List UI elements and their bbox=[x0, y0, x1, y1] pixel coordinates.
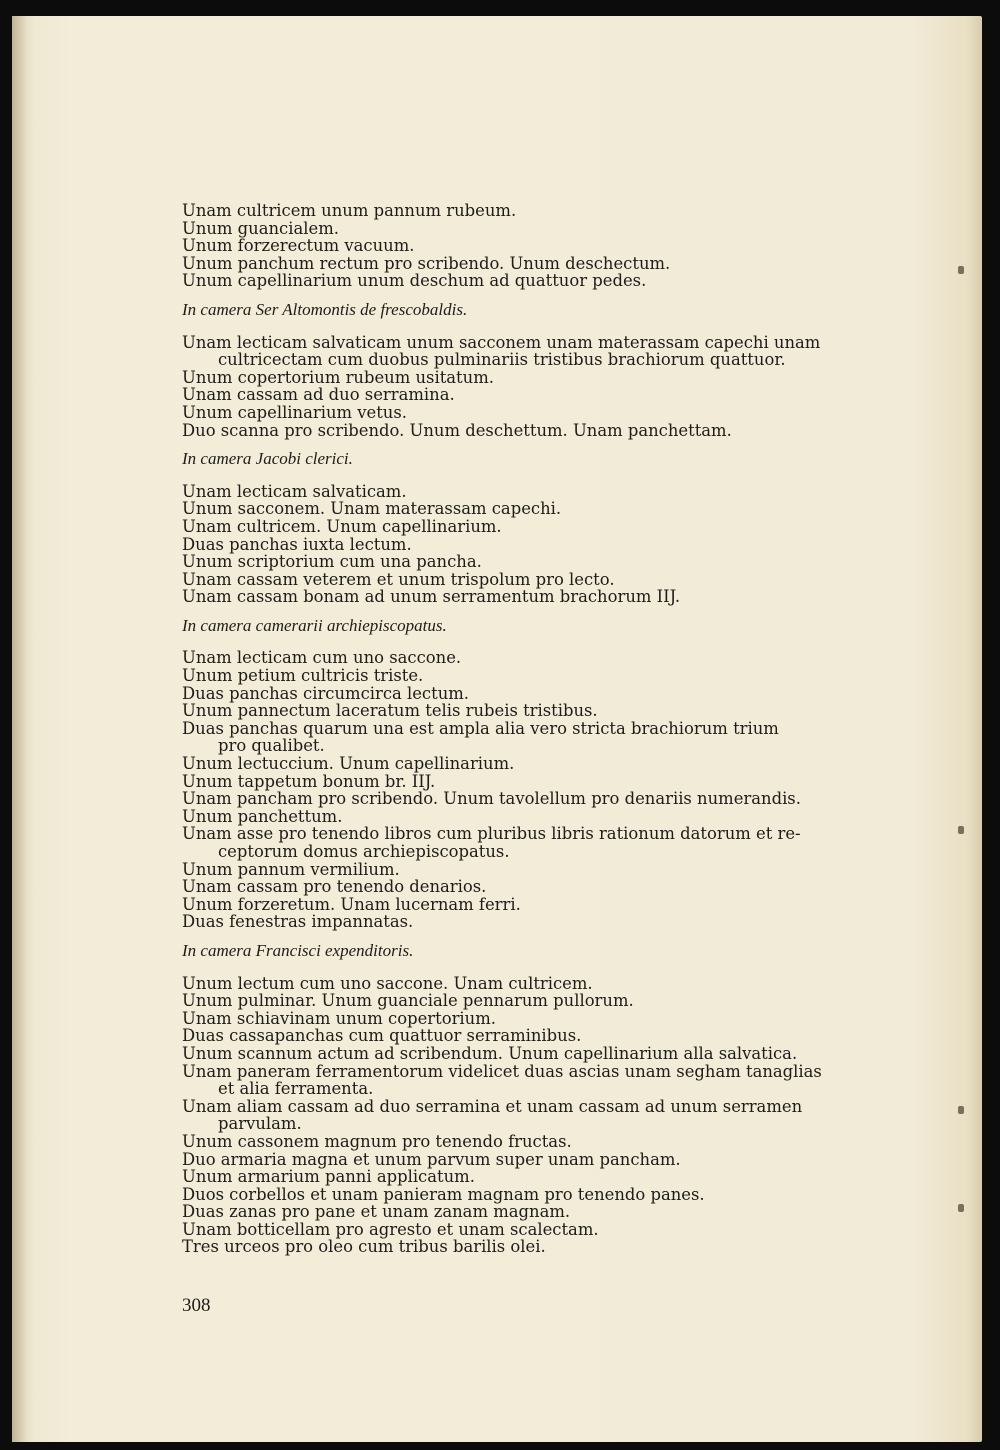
inventory-entry: Unam cassam veterem et unum trispolum pro lecto. bbox=[182, 569, 615, 589]
book-page bbox=[12, 16, 982, 1442]
inventory-entry: Unam aliam cassam ad duo serramina et unam cassam ad unum serramen bbox=[182, 1096, 803, 1116]
inventory-entry: Duas panchas iuxta lectum. bbox=[182, 534, 412, 554]
section-heading: In camera Francisci expenditoris. bbox=[182, 940, 414, 960]
inventory-entry: Unam botticellam pro agresto et unam scalectam. bbox=[182, 1219, 599, 1239]
inventory-entry: Unum pannum vermilium. bbox=[182, 859, 400, 879]
inventory-entry: Unum tappetum bonum br. IIJ. bbox=[182, 771, 436, 791]
inventory-entry: Duas fenestras impannatas. bbox=[182, 912, 414, 932]
inventory-entry-continuation: pro qualibet. bbox=[218, 736, 325, 756]
inventory-entry: Unum copertorium rubeum usitatum. bbox=[182, 367, 494, 387]
margin-mark bbox=[958, 1106, 964, 1114]
inventory-entry: Unum pulminar. Unum guanciale pennarum pullorum. bbox=[182, 991, 634, 1011]
margin-mark bbox=[958, 1204, 964, 1212]
inventory-entry: Unam cassam ad duo serramina. bbox=[182, 385, 455, 405]
inventory-entry: Unam pancham pro scribendo. Unum tavolellum pro denariis numerandis. bbox=[182, 789, 801, 809]
inventory-entry-continuation: cultricectam cum duobus pulminariis tristibus brachiorum quattuor. bbox=[218, 350, 786, 370]
inventory-entry: Unum panchettum. bbox=[182, 806, 343, 826]
inventory-entry: Unum pannectum laceratum telis rubeis tristibus. bbox=[182, 701, 598, 721]
margin-mark bbox=[958, 826, 964, 834]
inventory-entry: Duas cassapanchas cum quattuor serraminibus. bbox=[182, 1026, 582, 1046]
inventory-entry: Unum petium cultricis triste. bbox=[182, 666, 424, 686]
inventory-entry: Duo armaria magna et unum parvum super unam pancham. bbox=[182, 1149, 681, 1169]
inventory-entry: Unum capellinarium unum deschum ad quattuor pedes. bbox=[182, 271, 647, 291]
inventory-entry: Unam lecticam cum uno saccone. bbox=[182, 648, 462, 668]
inventory-entry: Duas panchas circumcirca lectum. bbox=[182, 683, 470, 703]
inventory-entry: Unam paneram ferramentorum videlicet duas ascias unam segham tanaglias bbox=[182, 1061, 822, 1081]
inventory-entry: Unum sacconem. Unam materassam capechi. bbox=[182, 499, 562, 519]
inventory-entry: Unam cassam pro tenendo denarios. bbox=[182, 877, 487, 897]
inventory-entry: Unam cultricem unum pannum rubeum. bbox=[182, 201, 517, 220]
inventory-section bbox=[182, 617, 882, 931]
inventory-entry: Unam lecticam salvaticam unum sacconem unam materassam capechi unam bbox=[182, 332, 821, 352]
inventory-section bbox=[182, 202, 882, 290]
inventory-entry: Duo scanna pro scribendo. Unum deschettum. Unam panchettam. bbox=[182, 420, 732, 440]
inventory-entry: Duos corbellos et unam panieram magnam pro tenendo panes. bbox=[182, 1184, 705, 1204]
inventory-entry-continuation: et alia ferramenta. bbox=[218, 1079, 374, 1099]
inventory-text bbox=[182, 202, 882, 1256]
page-gutter bbox=[12, 16, 26, 1442]
inventory-section bbox=[182, 942, 882, 1256]
inventory-entry: Unum capellinarium vetus. bbox=[182, 402, 407, 422]
inventory-entry: Tres urceos pro oleo cum tribus barilis olei. bbox=[182, 1237, 546, 1257]
inventory-entry: Unum scannum actum ad scribendum. Unum capellinarium alla salvatica. bbox=[182, 1043, 798, 1063]
inventory-entry: Unum cassonem magnum pro tenendo fructas. bbox=[182, 1131, 572, 1151]
inventory-entry: Duas panchas quarum una est ampla alia vero stricta brachiorum trium bbox=[182, 718, 779, 738]
section-heading: In camera camerarii archiepiscopatus. bbox=[182, 615, 447, 635]
section-heading: In camera Jacobi clerici. bbox=[182, 449, 353, 469]
inventory-entry: Unum guancialem. bbox=[182, 218, 339, 238]
inventory-entry: Duas zanas pro pane et unam zanam magnam. bbox=[182, 1202, 571, 1222]
inventory-entry: Unam schiavinam unum copertorium. bbox=[182, 1008, 496, 1028]
inventory-entry: Unum armarium panni applicatum. bbox=[182, 1167, 475, 1187]
inventory-entry: Unam asse pro tenendo libros cum pluribus libris rationum datorum et re- bbox=[182, 824, 801, 844]
section-heading: In camera Ser Altomontis de frescobaldis. bbox=[182, 299, 468, 319]
inventory-entry: Unum panchum rectum pro scribendo. Unum deschectum. bbox=[182, 253, 671, 273]
inventory-entry: Unam cultricem. Unum capellinarium. bbox=[182, 516, 502, 536]
inventory-section bbox=[182, 301, 882, 439]
inventory-entry: Unum lectuccium. Unum capellinarium. bbox=[182, 754, 515, 774]
inventory-entry: Unam cassam bonam ad unum serramentum brachorum IIJ. bbox=[182, 587, 681, 607]
margin-mark bbox=[958, 266, 964, 274]
inventory-entry-continuation: ceptorum domus archiepiscopatus. bbox=[218, 842, 510, 861]
inventory-entry: Unum forzeretum. Unam lucernam ferri. bbox=[182, 894, 521, 914]
page-number: 308 bbox=[182, 1295, 211, 1316]
inventory-entry-continuation: parvulam. bbox=[218, 1114, 302, 1134]
inventory-section bbox=[182, 450, 882, 606]
inventory-entry: Unum forzerectum vacuum. bbox=[182, 236, 415, 256]
inventory-entry: Unam lecticam salvaticam. bbox=[182, 481, 407, 501]
inventory-entry: Unum scriptorium cum una pancha. bbox=[182, 552, 482, 572]
inventory-entry: Unum lectum cum uno saccone. Unam cultricem. bbox=[182, 973, 593, 993]
